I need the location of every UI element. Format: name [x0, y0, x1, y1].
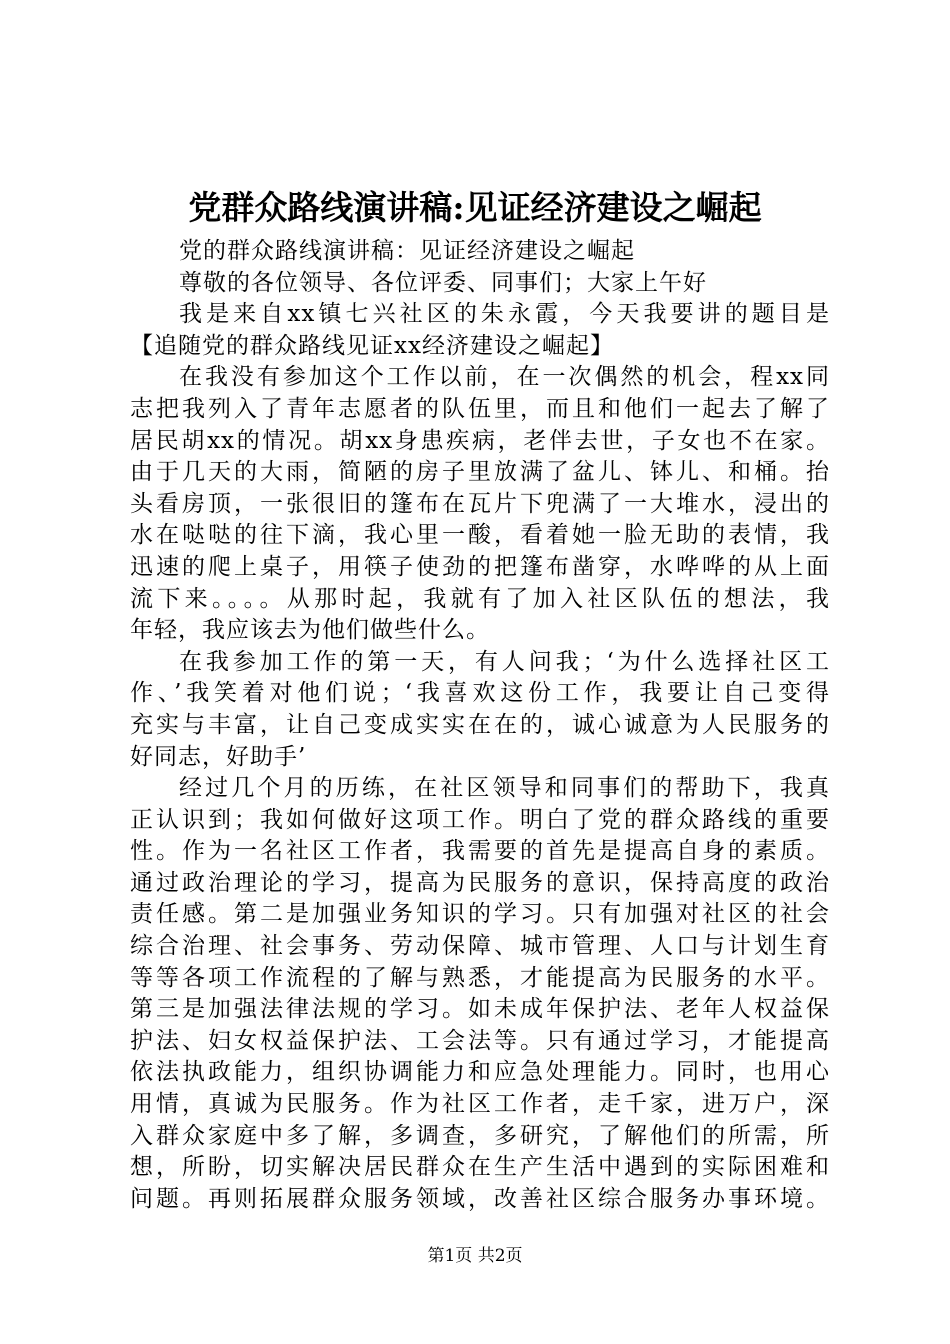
body-line: 居民胡xx的情况。胡xx身患疾病，老伴去世，子女也不在家。 — [130, 427, 830, 454]
body-line: 护法、妇女权益保护法、工会法等。只有通过学习，才能提高 — [130, 1027, 830, 1054]
body-line: 迅速的爬上桌子，用筷子使劲的把篷布凿穿，水哗哗的从上面 — [130, 553, 830, 580]
body-line: 【追随党的群众路线见证xx经济建设之崛起】 — [130, 332, 614, 359]
body-line: 作、’我笑着对他们说；‘我喜欢这份工作，我要让自己变得 — [130, 680, 830, 707]
document-title: 党群众路线演讲稿:见证经济建设之崛起 — [188, 188, 762, 227]
body-line: 由于几天的大雨，简陋的房子里放满了盆儿、钵儿、和桶。抬 — [130, 459, 830, 486]
body-line: 党的群众路线演讲稿：见证经济建设之崛起 — [179, 238, 635, 264]
body-line: 正认识到；我如何做好这项工作。明白了党的群众路线的重要 — [130, 806, 830, 833]
body-line: 第三是加强法律法规的学习。如未成年保护法、老年人权益保 — [130, 996, 830, 1023]
body-line: 通过政治理论的学习，提高为民服务的意识，保持高度的政治 — [130, 869, 830, 896]
body-line: 综合治理、社会事务、劳动保障、城市管理、人口与计划生育 — [130, 933, 830, 960]
body-line: 性。作为一名社区工作者，我需要的首先是提高自身的素质。 — [130, 838, 830, 865]
body-line: 问题。再则拓展群众服务领域，改善社区综合服务办事环境。 — [130, 1185, 830, 1212]
body-line: 尊敬的各位领导、各位评委、同事们；大家上午好 — [179, 269, 707, 296]
body-line: 想，所盼，切实解决居民群众在生产生活中遇到的实际困难和 — [130, 1154, 830, 1181]
body-line: 在我没有参加这个工作以前，在一次偶然的机会，程xx同 — [179, 364, 830, 391]
body-line: 年轻，我应该去为他们做些什么。 — [130, 617, 490, 644]
page-number: 第1页 共2页 — [427, 1246, 523, 1266]
body-line: 在我参加工作的第一天，有人问我；‘为什么选择社区工 — [179, 648, 830, 675]
body-line: 用情，真诚为民服务。作为社区工作者，走千家，进万户，深 — [130, 1091, 830, 1118]
body-line: 头看房顶，一张很旧的篷布在瓦片下兜满了一大堆水，浸出的 — [130, 490, 830, 517]
body-line: 充实与丰富，让自己变成实实在在的，诚心诚意为人民服务的 — [130, 711, 830, 738]
body-line: 水在哒哒的往下滴，我心里一酸，看着她一脸无助的表情，我 — [130, 522, 830, 549]
body-line: 等等各项工作流程的了解与熟悉，才能提高为民服务的水平。 — [130, 964, 830, 991]
body-line: 经过几个月的历练，在社区领导和同事们的帮助下，我真 — [179, 775, 830, 802]
document-body — [130, 236, 830, 1215]
body-line: 好同志，好助手’ — [130, 743, 307, 770]
body-line: 我是来自xx镇七兴社区的朱永霞，今天我要讲的题目是 — [179, 301, 830, 328]
body-line: 入群众家庭中多了解，多调查，多研究，了解他们的所需，所 — [130, 1122, 830, 1149]
body-line: 责任感。第二是加强业务知识的学习。只有加强对社区的社会 — [130, 901, 830, 928]
body-line: 流下来。。。。从那时起，我就有了加入社区队伍的想法，我 — [130, 585, 830, 612]
body-line: 依法执政能力，组织协调能力和应急处理能力。同时，也用心 — [130, 1059, 830, 1086]
body-line: 志把我列入了青年志愿者的队伍里，而且和他们一起去了解了 — [130, 395, 830, 422]
